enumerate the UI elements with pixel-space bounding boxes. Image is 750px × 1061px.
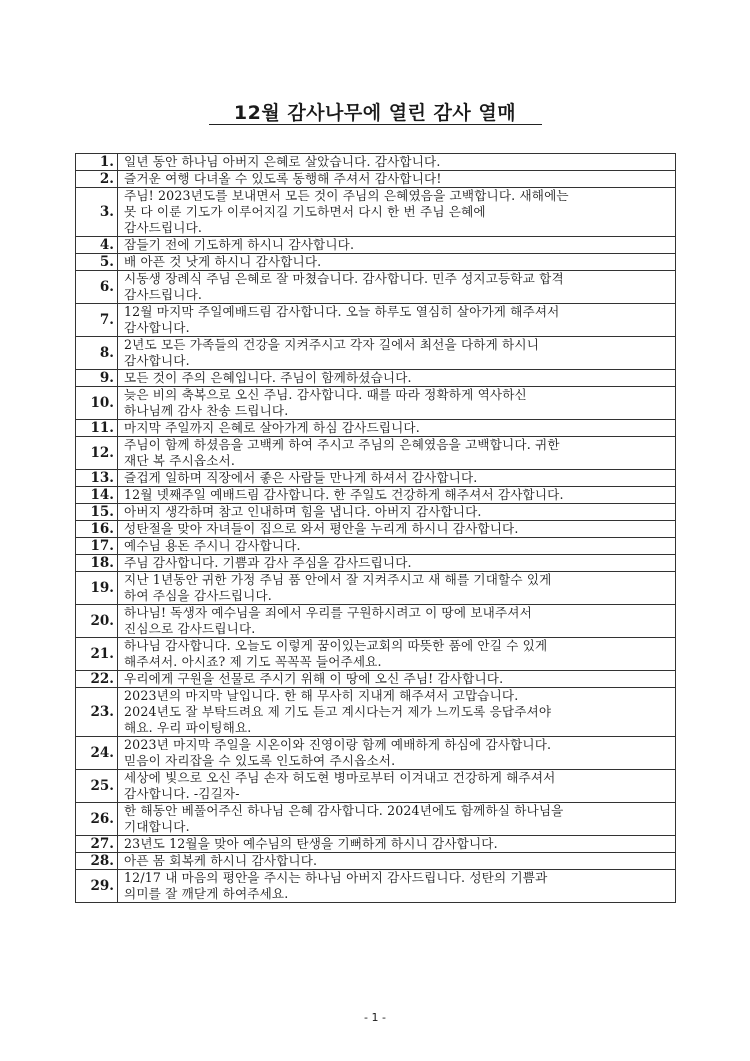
page-number: - 1 -	[364, 1011, 386, 1024]
item-number: 7.	[76, 304, 118, 337]
table-row	[76, 304, 676, 337]
table-row	[76, 154, 676, 171]
table-row	[76, 171, 676, 188]
item-text: 지난 1년동안 귀한 가정 주님 품 안에서 잘 지켜주시고 새 해를 기대할수 있게 하여 주심을 감사드립니다.	[118, 572, 676, 605]
item-number: 8.	[76, 337, 118, 370]
item-number: 15.	[76, 504, 118, 521]
table-row	[76, 237, 676, 254]
item-number: 19.	[76, 572, 118, 605]
item-number: 1.	[76, 154, 118, 171]
item-number: 13.	[76, 470, 118, 487]
item-text: 성탄절을 맞아 자녀들이 집으로 와서 평안을 누리게 하시니 감사합니다.	[118, 521, 676, 538]
item-number: 25.	[76, 770, 118, 803]
item-number: 21.	[76, 638, 118, 671]
item-number: 29.	[76, 870, 118, 903]
item-text: 23년도 12월을 맞아 예수님의 탄생을 기뻐하게 하시니 감사합니다.	[118, 836, 676, 853]
item-number: 16.	[76, 521, 118, 538]
item-number: 23.	[76, 688, 118, 737]
table-row	[76, 638, 676, 671]
item-text: 아버지 생각하며 참고 인내하며 힘을 냅니다. 아버지 감사합니다.	[118, 504, 676, 521]
item-text: 주님 감사합니다. 기쁨과 감사 주심을 감사드립니다.	[118, 555, 676, 572]
item-text: 아픈 몸 회복케 하시니 감사합니다.	[118, 853, 676, 870]
item-text: 주님이 함께 하셨음을 고백케 하여 주시고 주님의 은혜였음을 고백합니다. 귀한 재단 복 주시옵소서.	[118, 437, 676, 470]
title-underline	[209, 124, 542, 125]
table-row	[76, 370, 676, 387]
item-number: 2.	[76, 171, 118, 188]
table-row	[76, 803, 676, 836]
item-text: 하나님! 독생자 예수님을 죄에서 우리를 구원하시려고 이 땅에 보내주셔서 진심으로 감사드립니다.	[118, 605, 676, 638]
item-text: 배 아픈 것 낫게 하시니 감사합니다.	[118, 254, 676, 271]
item-text: 즐겁게 일하며 직장에서 좋은 사람들 만나게 하셔서 감사합니다.	[118, 470, 676, 487]
gratitude-table-body	[76, 154, 676, 903]
table-row	[76, 188, 676, 237]
item-text: 예수님 용돈 주시니 감사합니다.	[118, 538, 676, 555]
item-number: 20.	[76, 605, 118, 638]
item-text: 우리에게 구원을 선물로 주시기 위해 이 땅에 오신 주님! 감사합니다.	[118, 671, 676, 688]
item-text: 세상에 빛으로 오신 주님 손자 허도현 병마로부터 이겨내고 건강하게 해주셔서 감사합니다. -김길자-	[118, 770, 676, 803]
item-text: 2023년의 마지막 날입니다. 한 해 무사히 지내게 해주셔서 고맙습니다. 2024년도 잘 부탁드려요 제 기도 듣고 계시다는거 제가 느끼도록 응답주셔야 해요. 우리 파이팅해요.	[118, 688, 676, 737]
item-number: 3.	[76, 188, 118, 237]
item-text: 하나님 감사합니다. 오늘도 이렇게 꿈이있는교회의 따뜻한 품에 안길 수 있게 해주셔서. 아시죠? 제 기도 꼭꼭꼭 들어주세요.	[118, 638, 676, 671]
table-row	[76, 470, 676, 487]
item-number: 18.	[76, 555, 118, 572]
item-text: 즐거운 여행 다녀올 수 있도록 동행해 주셔서 감사합니다!	[118, 171, 676, 188]
item-text: 한 해동안 베풀어주신 하나님 은혜 감사합니다. 2024년에도 함께하실 하나님을 기대합니다.	[118, 803, 676, 836]
table-row	[76, 555, 676, 572]
table-row	[76, 737, 676, 770]
table-row	[76, 853, 676, 870]
item-text: 모든 것이 주의 은혜입니다. 주님이 함께하셨습니다.	[118, 370, 676, 387]
table-row	[76, 437, 676, 470]
item-text: 2023년 마지막 주일을 시온이와 진영이랑 함께 예배하게 하심에 감사합니다. 믿음이 자리잡을 수 있도록 인도하여 주시옵소서.	[118, 737, 676, 770]
table-row	[76, 688, 676, 737]
item-number: 4.	[76, 237, 118, 254]
page-title: 12월 감사나무에 열린 감사 열매	[233, 102, 517, 124]
table-row	[76, 836, 676, 853]
item-text: 12월 마지막 주일예배드림 감사합니다. 오늘 하루도 열심히 살아가게 해주셔서 감사합니다.	[118, 304, 676, 337]
gratitude-table	[75, 153, 676, 903]
table-row	[76, 420, 676, 437]
item-number: 28.	[76, 853, 118, 870]
table-row	[76, 521, 676, 538]
item-text: 시동생 장례식 주님 은혜로 잘 마쳤습니다. 감사합니다. 민주 성지고등학교 합격 감사드립니다.	[118, 271, 676, 304]
item-text: 늦은 비의 축복으로 오신 주님. 감사합니다. 때를 따라 정확하게 역사하신 하나님께 감사 찬송 드립니다.	[118, 387, 676, 420]
item-number: 17.	[76, 538, 118, 555]
item-number: 27.	[76, 836, 118, 853]
item-number: 11.	[76, 420, 118, 437]
item-number: 5.	[76, 254, 118, 271]
item-number: 9.	[76, 370, 118, 387]
item-text: 2년도 모든 가족들의 건강을 지켜주시고 각자 길에서 최선을 다하게 하시니 감사합니다.	[118, 337, 676, 370]
table-row	[76, 337, 676, 370]
item-text: 잠들기 전에 기도하게 하시니 감사합니다.	[118, 237, 676, 254]
item-text: 12월 넷째주일 예배드림 감사합니다. 한 주일도 건강하게 해주셔서 감사합니다.	[118, 487, 676, 504]
table-row	[76, 605, 676, 638]
item-number: 22.	[76, 671, 118, 688]
item-number: 10.	[76, 387, 118, 420]
table-row	[76, 671, 676, 688]
item-number: 12.	[76, 437, 118, 470]
table-row	[76, 254, 676, 271]
item-text: 12/17 내 마음의 평안을 주시는 하나님 아버지 감사드립니다. 성탄의 기쁨과 의미를 잘 깨닫게 하여주세요.	[118, 870, 676, 903]
item-number: 14.	[76, 487, 118, 504]
table-row	[76, 504, 676, 521]
table-row	[76, 387, 676, 420]
item-number: 6.	[76, 271, 118, 304]
table-row	[76, 770, 676, 803]
item-text: 일년 동안 하나님 아버지 은혜로 살았습니다. 감사합니다.	[118, 154, 676, 171]
table-row	[76, 271, 676, 304]
item-number: 26.	[76, 803, 118, 836]
item-text: 주님! 2023년도를 보내면서 모든 것이 주님의 은혜였음을 고백합니다. 새해에는 못 다 이룬 기도가 이루어지길 기도하면서 다시 한 번 주님 은혜에 감사드립니다.	[118, 188, 676, 237]
table-row	[76, 870, 676, 903]
item-text: 마지막 주일까지 은혜로 살아가게 하심 감사드립니다.	[118, 420, 676, 437]
table-row	[76, 487, 676, 504]
table-row	[76, 538, 676, 555]
item-number: 24.	[76, 737, 118, 770]
table-row	[76, 572, 676, 605]
